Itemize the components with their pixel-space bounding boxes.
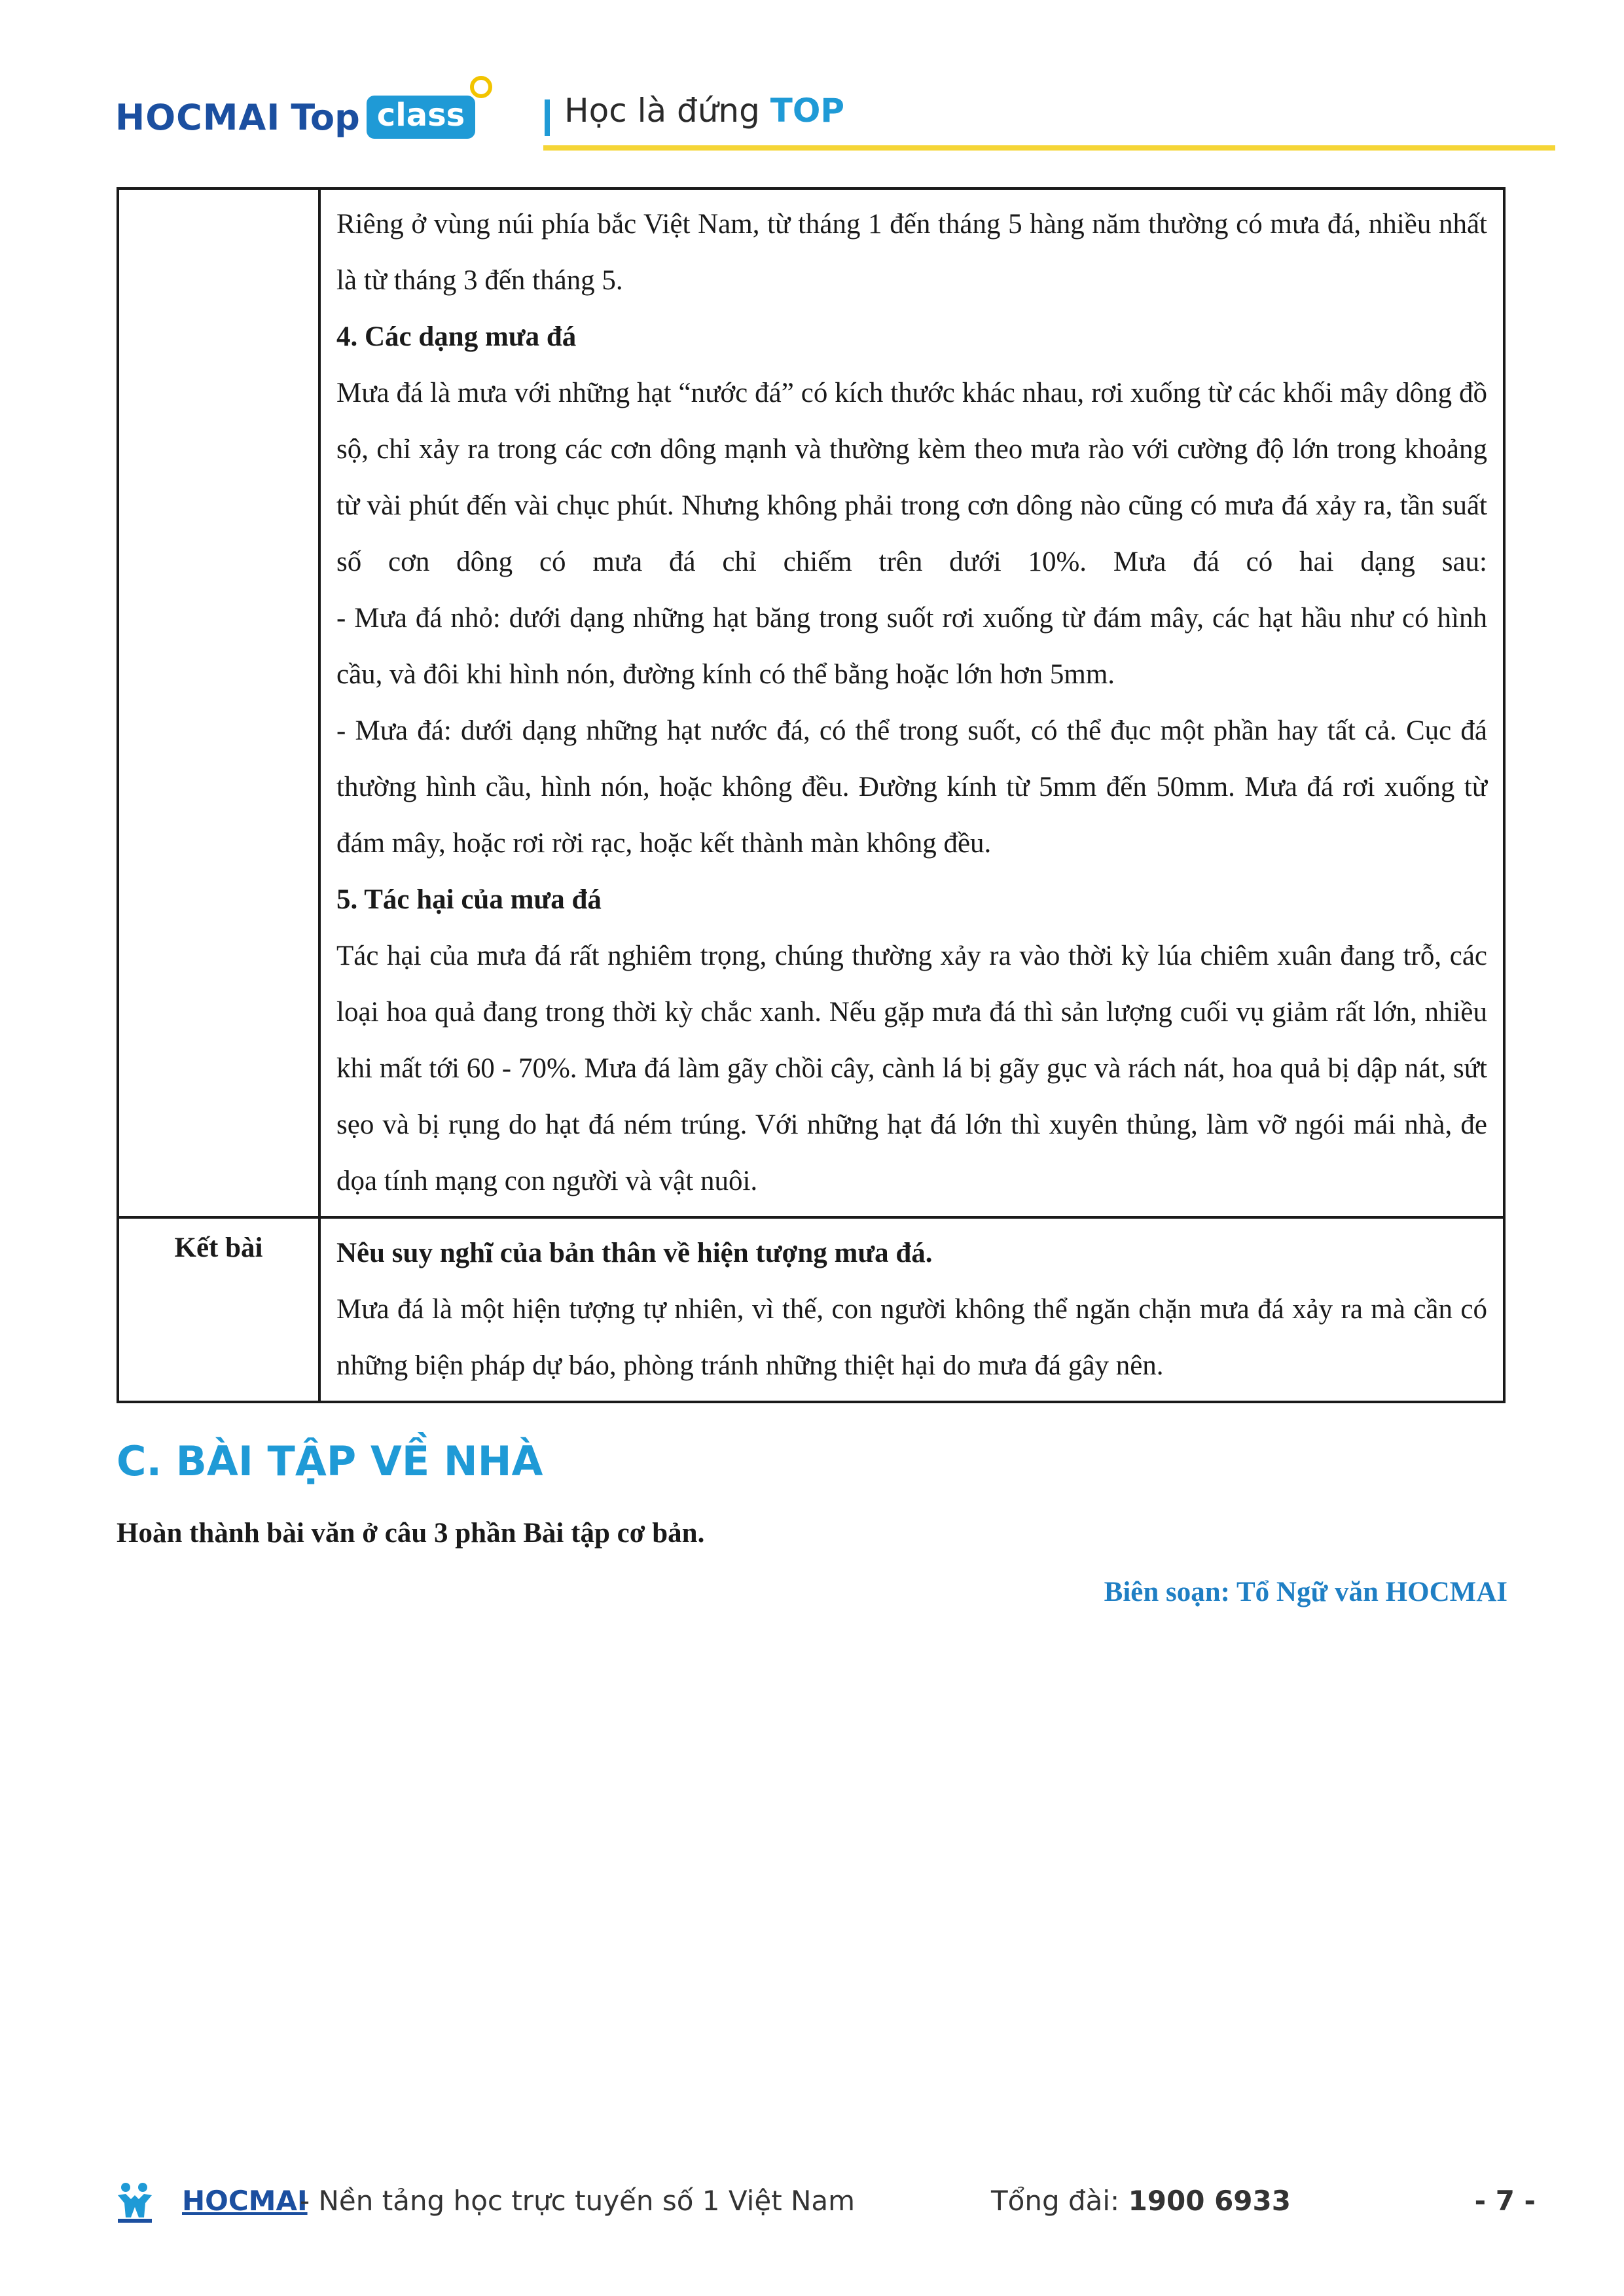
header-rule	[543, 145, 1555, 151]
table-cell-content	[319, 188, 1504, 1217]
subheading: 5. Tác hại của mưa đá	[336, 884, 602, 915]
paragraph: Mưa đá là mưa với những hạt “nước đá” có kích thước khác nhau, rơi xuống từ các khối mây dông đồ sộ, chỉ xảy ra trong các cơn dông mạnh và thường kèm theo mưa rào với cường độ lớn trong khoảng từ vài phút đến vài chục phút. Nhưng không phải trong cơn dông nào cũng có mưa đá xảy ra, tần suất số cơn dông có mưa đá chỉ chiếm trên dưới 10%. Mưa đá có hai dạng sau:	[336, 378, 1487, 577]
paragraph: Riêng ở vùng núi phía bắc Việt Nam, từ tháng 1 đến tháng 5 hàng năm thường có mưa đá, nhiều nhất là từ tháng 3 đến tháng 5.	[336, 209, 1487, 296]
table-row	[118, 1217, 1504, 1402]
paragraph: Mưa đá là một hiện tượng tự nhiên, vì thế, con người không thể ngăn chặn mưa đá xảy ra mà cần có những biện pháp dự báo, phòng tránh những thiệt hại do mưa đá gây nên.	[336, 1294, 1487, 1381]
paragraph: - Mưa đá nhỏ: dưới dạng những hạt băng trong suốt rơi xuống từ đám mây, các hạt hầu như có hình cầu, và đôi khi hình nón, đường kính có thể bằng hoặc lớn hơn 5mm.	[336, 603, 1487, 690]
footer-hotline	[991, 2185, 1291, 2217]
paragraph: Tác hại của mưa đá rất nghiêm trọng, chúng thường xảy ra vào thời kỳ lúa chiêm xuân đang trỗ, các loại hoa quả đang trong thời kỳ chắc xanh. Nếu gặp mưa đá thì sản lượng cuối vụ giảm rất lớn, nhiều khi mất tới 60 - 70%. Mưa đá làm gãy chồi cây, cành lá bị gãy gục và rách nát, hoa quả bị dập nát, sứt sẹo và bị rụng do hạt đá ném trúng. Với những hạt đá lớn thì xuyên thủng, làm vỡ ngói mái nhà, đe dọa tính mạng con người và vật nuôi.	[336, 941, 1487, 1196]
hotline-label: Tổng đài:	[991, 2185, 1120, 2217]
hocmai-mascot-icon	[115, 2181, 154, 2224]
logo-class-text: class	[376, 97, 465, 134]
hotline-number: 1900 6933	[1128, 2185, 1291, 2217]
slogan-prefix: Học là đứng	[564, 92, 760, 130]
section-title: C. BÀI TẬP VỀ NHÀ	[117, 1437, 543, 1485]
table-cell-section	[118, 188, 319, 1217]
table-row	[118, 188, 1504, 1217]
logo-hocmai-text: HOCMAI	[115, 96, 281, 138]
footer-tagline: - Nền tảng học trực tuyến số 1 Việt Nam	[300, 2185, 856, 2217]
subheading: 4. Các dạng mưa đá	[336, 321, 577, 352]
page-number: - 7 -	[1474, 2185, 1536, 2217]
logo-class-badge	[367, 96, 475, 139]
homework-text: Hoàn thành bài văn ở câu 3 phần Bài tập cơ bản.	[117, 1518, 705, 1549]
author-credit: Biên soạn: Tổ Ngữ văn HOCMAI	[1104, 1577, 1507, 1607]
page-footer	[115, 2178, 1536, 2231]
slogan-emphasis: TOP	[770, 92, 845, 130]
outline-table	[117, 187, 1506, 1403]
footer-brand-link[interactable]: HOCMAI	[182, 2185, 308, 2217]
hocmai-topclass-logo	[115, 88, 475, 147]
table-cell-section: Kết bài	[118, 1217, 319, 1402]
logo-top-text: Top	[291, 96, 360, 138]
gear-icon	[470, 76, 492, 98]
slogan-divider	[545, 99, 550, 136]
table-cell-content	[319, 1217, 1504, 1402]
paragraph: - Mưa đá: dưới dạng những hạt nước đá, có thể trong suốt, có thể đục một phần hay tất cả. Cục đá thường hình cầu, hình nón, hoặc không đều. Đường kính từ 5mm đến 50mm. Mưa đá rơi xuống từ đám mây, hoặc rơi rời rạc, hoặc kết thành màn không đều.	[336, 715, 1487, 859]
header-slogan	[564, 92, 844, 130]
subheading: Nêu suy nghĩ của bản thân về hiện tượng mưa đá.	[336, 1238, 933, 1268]
